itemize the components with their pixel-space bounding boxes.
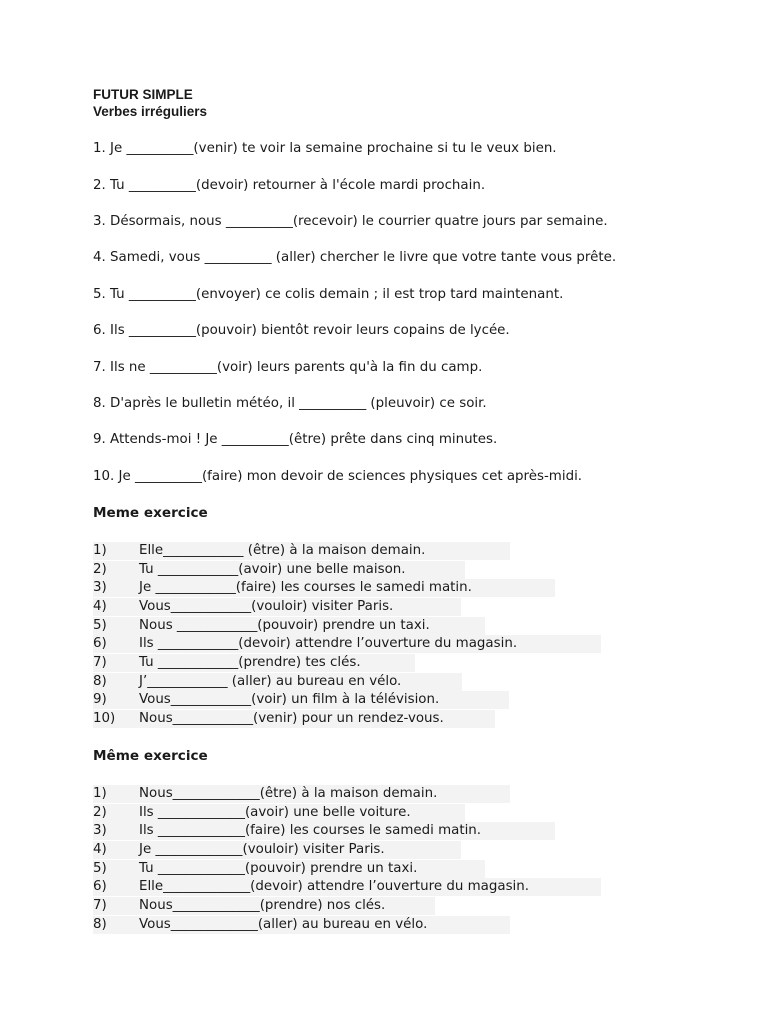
exercise3-heading: Même exercice (93, 748, 208, 764)
exercise3-row (93, 878, 530, 896)
row-text: Vous____________(voir) un film à la télévision. (139, 692, 440, 707)
exercise1-item: 3. Désormais, nous __________(recevoir) le courrier quatre jours par semaine. (93, 214, 608, 229)
row-text: J’____________ (aller) au bureau en vélo. (139, 674, 402, 689)
exercise1-item: 4. Samedi, vous __________ (aller) chercher le livre que votre tante vous prête. (93, 250, 617, 265)
row-text: Tu _____________(pouvoir) prendre un taxi. (139, 861, 418, 876)
exercise2-row (93, 635, 518, 653)
exercise2-row (93, 710, 444, 728)
row-number: 4) (93, 599, 107, 614)
exercise3-row (93, 841, 385, 859)
exercise1-item: 1. Je __________(venir) te voir la semaine prochaine si tu le veux bien. (93, 141, 557, 156)
row-text: Nous_____________(être) à la maison demain. (139, 786, 438, 801)
document-subtitle: Verbes irréguliers (93, 104, 208, 119)
row-number: 1) (93, 786, 107, 801)
row-text: Ils _____________(avoir) une belle voiture. (139, 805, 411, 820)
row-number: 3) (93, 580, 107, 595)
row-number: 4) (93, 842, 107, 857)
exercise2-row (93, 673, 402, 691)
row-text: Elle____________ (être) à la maison demain. (139, 543, 426, 558)
exercise2-row (93, 691, 440, 709)
exercise2-row (93, 617, 430, 635)
row-text: Tu ____________(avoir) une belle maison. (139, 562, 406, 577)
exercise1-item: 2. Tu __________(devoir) retourner à l'école mardi prochain. (93, 178, 486, 193)
row-text: Tu ____________(prendre) tes clés. (139, 655, 361, 670)
row-number: 9) (93, 692, 107, 707)
row-number: 6) (93, 636, 107, 651)
exercise1-item: 9. Attends-moi ! Je __________(être) prête dans cinq minutes. (93, 432, 498, 447)
exercise1-item: 7. Ils ne __________(voir) leurs parents qu'à la fin du camp. (93, 360, 483, 375)
exercise3-row (93, 804, 411, 822)
exercise1-item: 10. Je __________(faire) mon devoir de sciences physiques cet après-midi. (93, 469, 583, 484)
exercise2-row (93, 561, 406, 579)
row-text: Je _____________(vouloir) visiter Paris. (139, 842, 385, 857)
exercise3-row (93, 785, 438, 803)
row-number: 7) (93, 898, 107, 913)
exercise1-item: 6. Ils __________(pouvoir) bientôt revoir leurs copains de lycée. (93, 323, 510, 338)
exercise1-item: 5. Tu __________(envoyer) ce colis demain ; il est trop tard maintenant. (93, 287, 564, 302)
exercise3-row (93, 822, 482, 840)
exercise2-row (93, 598, 394, 616)
row-text: Nous ____________(pouvoir) prendre un taxi. (139, 618, 430, 633)
row-number: 5) (93, 861, 107, 876)
exercise2-row (93, 654, 361, 672)
exercise2-row (93, 579, 472, 597)
row-number: 5) (93, 618, 107, 633)
row-text: Ils _____________(faire) les courses le samedi matin. (139, 823, 482, 838)
exercise3-row (93, 916, 428, 934)
row-number: 8) (93, 917, 107, 932)
exercise2-heading: Meme exercice (93, 505, 208, 521)
row-number: 2) (93, 805, 107, 820)
row-text: Vous____________(vouloir) visiter Paris. (139, 599, 394, 614)
row-text: Je ____________(faire) les courses le samedi matin. (139, 580, 472, 595)
exercise3-row (93, 897, 386, 915)
row-number: 3) (93, 823, 107, 838)
row-text: Ils ____________(devoir) attendre l’ouverture du magasin. (139, 636, 518, 651)
row-text: Vous_____________(aller) au bureau en vélo. (139, 917, 428, 932)
exercise3-row (93, 860, 418, 878)
row-number: 7) (93, 655, 107, 670)
row-number: 1) (93, 543, 107, 558)
row-number: 10) (93, 711, 116, 726)
exercise2-row (93, 542, 426, 560)
document-title: FUTUR SIMPLE (93, 87, 193, 102)
row-text: Nous____________(venir) pour un rendez-vous. (139, 711, 444, 726)
row-text: Elle_____________(devoir) attendre l’ouverture du magasin. (139, 879, 530, 894)
row-number: 6) (93, 879, 107, 894)
exercise1-item: 8. D'après le bulletin météo, il __________ (pleuvoir) ce soir. (93, 396, 487, 411)
row-number: 8) (93, 674, 107, 689)
row-text: Nous_____________(prendre) nos clés. (139, 898, 386, 913)
row-number: 2) (93, 562, 107, 577)
